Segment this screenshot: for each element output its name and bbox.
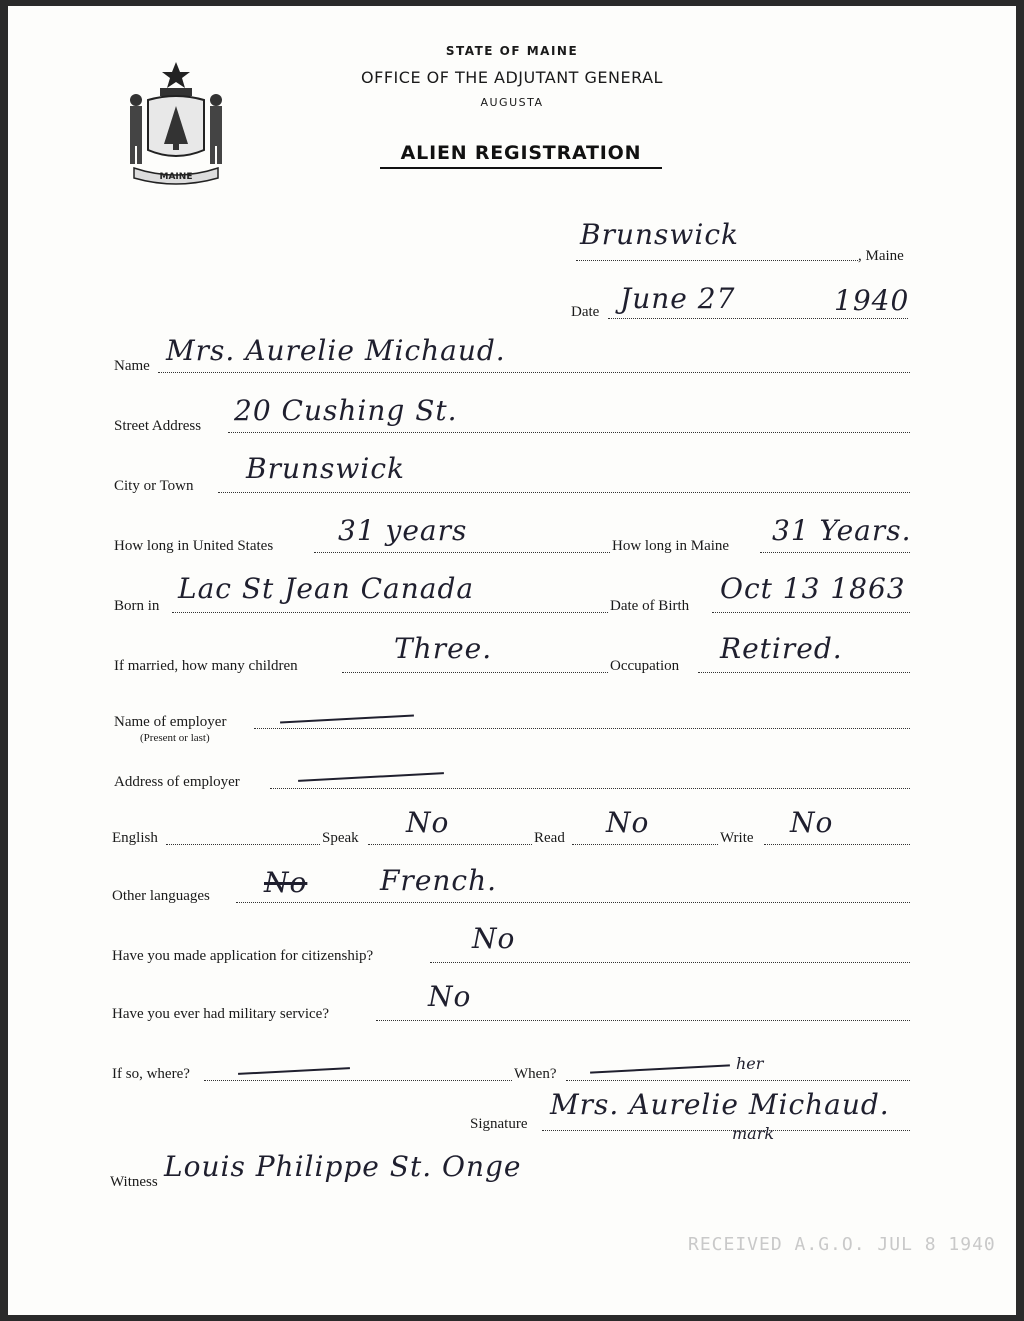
other-lang-line [236, 902, 910, 903]
form-page [8, 6, 1016, 1315]
when-dash [590, 1064, 730, 1073]
town-value: Brunswick [580, 218, 739, 251]
signature-line [542, 1130, 910, 1131]
born-label: Born in [114, 598, 160, 614]
header-office: OFFICE OF THE ADJUTANT GENERAL [361, 68, 663, 87]
english-line [166, 844, 320, 845]
employer-sublabel: (Present or last) [140, 732, 210, 744]
employer-addr-dash [298, 772, 444, 782]
signature-value: Mrs. Aurelie Michaud. [550, 1088, 890, 1121]
occupation-line [698, 672, 910, 673]
other-lang-value: French. [380, 864, 498, 897]
born-value: Lac St Jean Canada [178, 572, 475, 605]
dob-value: Oct 13 1863 [720, 572, 906, 605]
citizenship-label: Have you made application for citizenship? [112, 948, 374, 964]
date-value: June 27 [620, 282, 736, 315]
occupation-value: Retired. [720, 632, 843, 665]
witness-label: Witness [110, 1174, 158, 1190]
date-label: Date [571, 304, 600, 320]
street-value: 20 Cushing St. [234, 394, 458, 427]
seal-text: MAINE [159, 172, 193, 182]
born-line [172, 612, 608, 613]
city-value: Brunswick [246, 452, 405, 485]
us-value: 31 years [338, 514, 468, 547]
write-line [764, 844, 910, 845]
where-dash [238, 1067, 350, 1075]
name-value: Mrs. Aurelie Michaud. [166, 334, 506, 367]
maine-line [760, 552, 910, 553]
header-city: AUGUSTA [480, 96, 544, 109]
citizenship-value: No [472, 922, 516, 955]
where-line [204, 1080, 512, 1081]
employer-label: Name of employer [114, 714, 227, 730]
signature-label: Signature [470, 1116, 528, 1132]
read-value: No [606, 806, 650, 839]
read-label: Read [534, 830, 565, 846]
children-label: If married, how many children [114, 658, 298, 674]
military-label: Have you ever had military service? [112, 1006, 329, 1022]
us-label: How long in United States [114, 538, 274, 554]
citizenship-line [430, 962, 910, 963]
military-value: No [428, 980, 472, 1013]
dob-label: Date of Birth [610, 598, 690, 614]
date-line [608, 318, 908, 319]
when-label: When? [514, 1066, 557, 1082]
name-line [158, 372, 910, 373]
children-line [342, 672, 608, 673]
signature-mark: mark [732, 1124, 775, 1143]
received-stamp: RECEIVED A.G.O. JUL 8 1940 [688, 1234, 996, 1255]
town-suffix-label: , Maine [858, 248, 904, 264]
city-label: City or Town [114, 478, 194, 494]
speak-line [368, 844, 532, 845]
header-state: STATE OF MAINE [445, 44, 579, 58]
dob-line [712, 612, 910, 613]
signature-her: her [736, 1054, 764, 1073]
city-line [218, 492, 910, 493]
employer-addr-line [270, 788, 910, 789]
write-value: No [790, 806, 834, 839]
speak-label: Speak [322, 830, 359, 846]
name-label: Name [114, 358, 150, 374]
employer-addr-label: Address of employer [114, 774, 240, 790]
other-lang-struck: No [264, 866, 308, 899]
form-title: ALIEN REGISTRATION [380, 142, 662, 169]
military-line [376, 1020, 910, 1021]
children-value: Three. [394, 632, 493, 665]
date-year: 1940 [834, 284, 910, 317]
where-label: If so, where? [112, 1066, 190, 1082]
street-line [228, 432, 910, 433]
town-line [576, 260, 858, 261]
write-label: Write [720, 830, 754, 846]
maine-value: 31 Years. [772, 514, 912, 547]
other-lang-label: Other languages [112, 888, 210, 904]
when-line [566, 1080, 910, 1081]
employer-line [254, 728, 910, 729]
us-line [314, 552, 610, 553]
read-line [572, 844, 718, 845]
english-label: English [112, 830, 158, 846]
witness-value: Louis Philippe St. Onge [164, 1150, 522, 1183]
speak-value: No [406, 806, 450, 839]
street-label: Street Address [114, 418, 202, 434]
employer-dash [280, 714, 414, 723]
occupation-label: Occupation [610, 658, 680, 674]
maine-label: How long in Maine [612, 538, 730, 554]
